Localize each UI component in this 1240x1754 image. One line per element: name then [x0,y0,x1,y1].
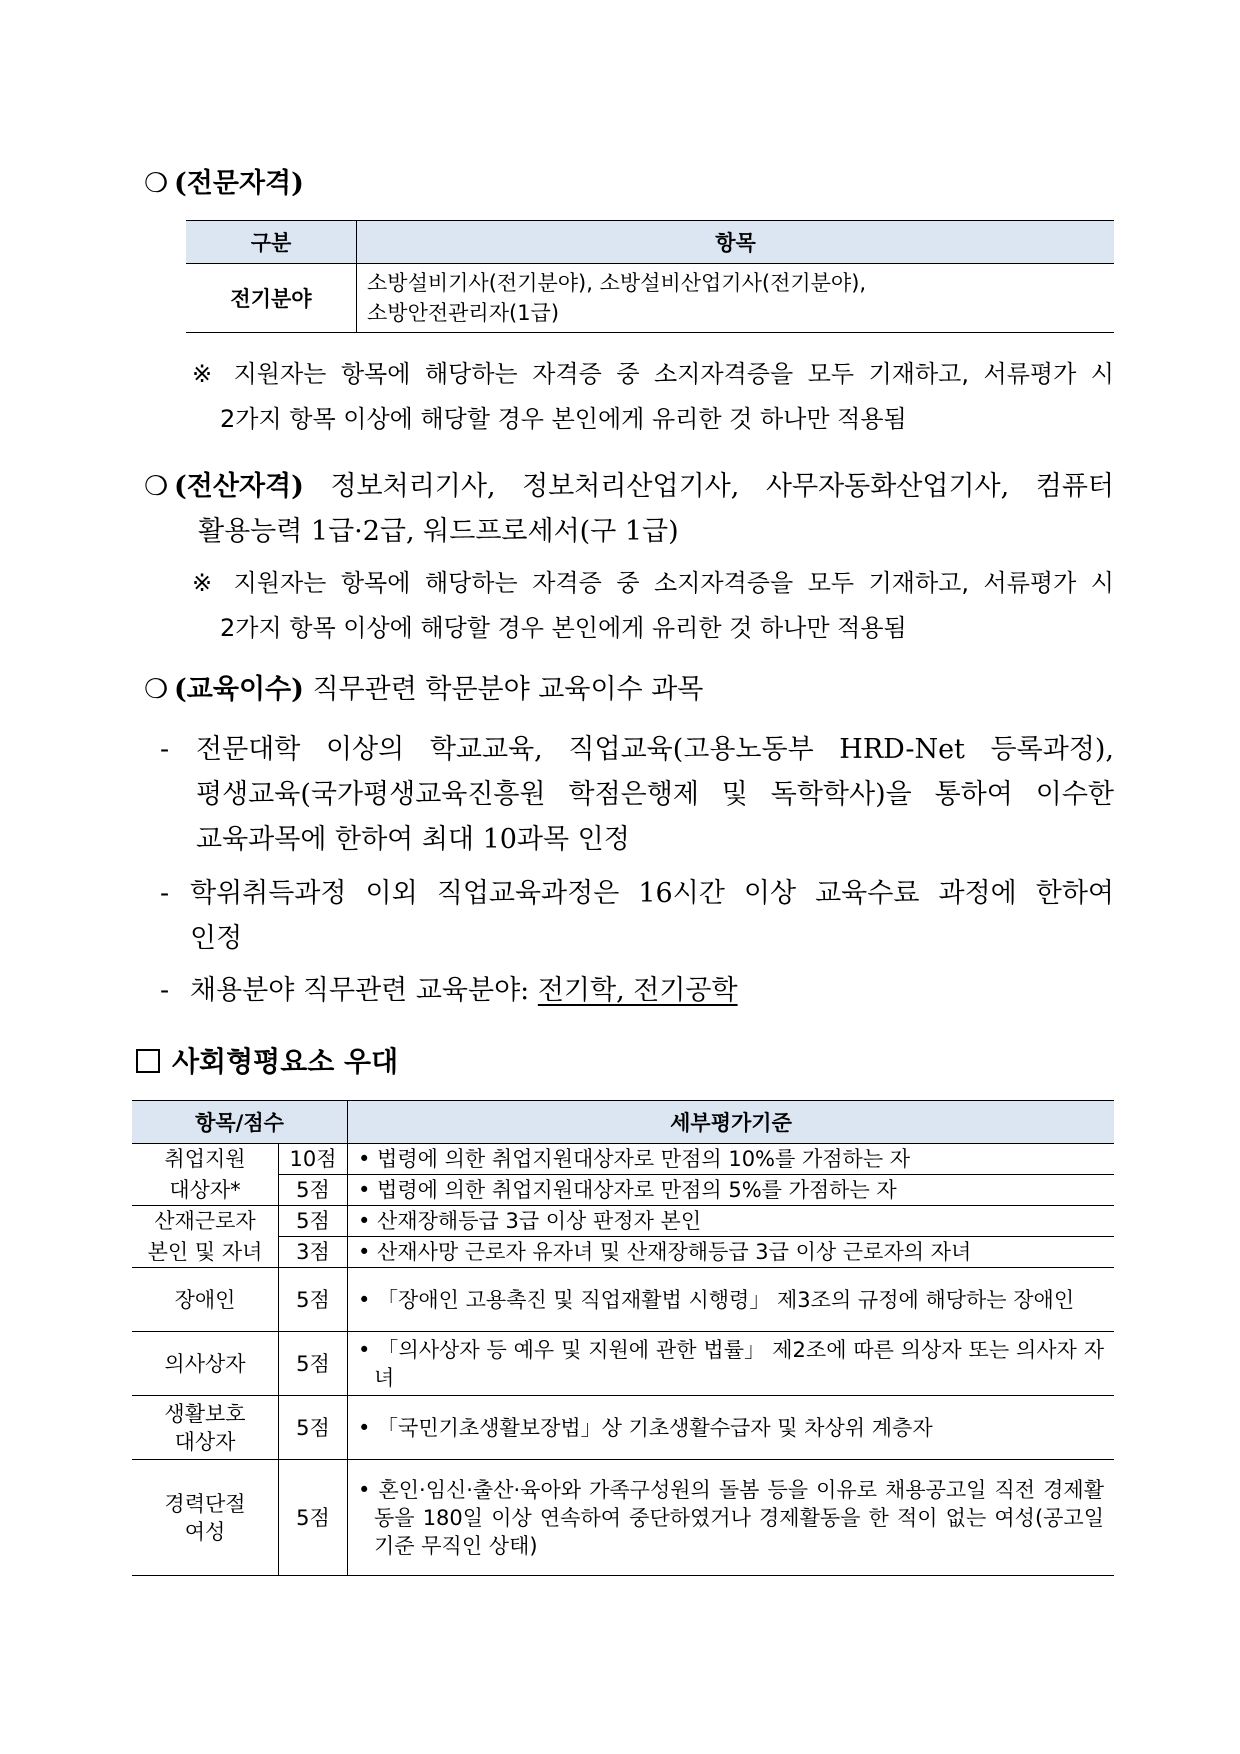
criteria-text: • 혼인·임신·출산·육아와 가족구성원의 돌봄 등을 이유로 채용공고일 직전 경제활동을 180일 이상 연속하여 중단하였거나 경제활동을 한 적이 없는 여성(공고일 기준 무직인 상태) [358,1477,1104,1558]
computing-note [192,561,1114,651]
category-cell: 전기분야 [186,264,357,333]
education-item [160,968,1114,1013]
education-item-line: 교육과목에 한하여 최대 10과목 인정 [196,824,630,855]
circle-bullet-icon: ❍ [144,674,169,705]
table-row [132,1144,1114,1175]
education-label: (교육이수) [174,674,304,705]
social-equity-title: 사회형평요소 우대 [172,1045,399,1078]
note-line: 2가지 항목 이상에 해당할 경우 본인에게 유리한 것 하나만 적용됨 [220,405,907,433]
header-items: 항목 [357,221,1115,264]
score-cell: 5점 [279,1268,348,1332]
education-item [160,727,1114,862]
items-line: 소방설비기사(전기분야), 소방설비산업기사(전기분야), [367,271,867,295]
dash-bullet: - [160,975,170,1006]
professional-heading [144,166,304,202]
score-cell: 5점 [279,1175,348,1206]
item-cell: 의사상자 [132,1332,279,1396]
criteria-cell [348,1396,1115,1460]
table-header-row [132,1101,1114,1144]
square-bullet-icon [136,1049,160,1073]
score-cell: 5점 [279,1332,348,1396]
item-line: 대상자 [174,1429,236,1454]
criteria-text: • 법령에 의한 취업지원대상자로 만점의 5%를 가점하는 자 [358,1178,897,1202]
score-cell: 10점 [279,1144,348,1175]
table-row [132,1396,1114,1460]
computing-line [144,464,1114,509]
criteria-cell [348,1332,1115,1396]
table-row [132,1332,1114,1396]
criteria-cell [348,1237,1115,1268]
note-line: ※ 지원자는 항목에 해당하는 자격증 중 소지자격증을 모두 기재하고, 서류평가 시 [192,360,1114,388]
score-cell: 5점 [279,1396,348,1460]
item-line: 생활보호 [164,1401,246,1426]
score-cell: 5점 [279,1206,348,1237]
professional-note [192,352,1114,442]
item-cell: 산재근로자 [132,1206,279,1237]
computing-paragraph [144,464,1114,554]
social-equity-heading [136,1044,398,1080]
criteria-text: • 「국민기초생활보장법」상 기초생활수급자 및 차상위 계층자 [358,1415,933,1440]
table-row [132,1268,1114,1332]
computing-text: 정보처리기사, 정보처리산업기사, 사무자동화산업기사, 컴퓨터 [330,471,1114,502]
education-item-line: 평생교육(국가평생교육진흥원 학점은행제 및 독학학사)을 통하여 이수한 [196,779,1114,810]
criteria-cell [348,1206,1115,1237]
education-text: 직무관련 학문분야 교육이수 과목 [312,674,704,705]
item-cell: 취업지원 [132,1144,279,1175]
table-row [132,1237,1114,1268]
computing-line: 활용능력 1급·2급, 워드프로세서(구 1급) [198,516,679,547]
education-item-line: 전문대학 이상의 학교교육, 직업교육(고용노동부 HRD-Net 등록과정), [196,734,1114,765]
item-cell: 장애인 [132,1268,279,1332]
criteria-cell [348,1268,1115,1332]
items-cell [357,264,1115,333]
education-item-line: 학위취득과정 이외 직업교육과정은 16시간 이상 교육수료 과정에 한하여 [190,878,1114,909]
professional-label: (전문자격) [174,168,304,199]
criteria-text: • 「장애인 고용촉진 및 직업재활법 시행령」 제3조의 규정에 해당하는 장애인 [358,1287,1075,1312]
education-field-underlined: 전기학, 전기공학 [537,975,738,1006]
score-cell: 3점 [279,1237,348,1268]
education-item [160,871,1114,961]
items-line: 소방안전관리자(1급) [367,301,560,325]
item-line: 여성 [184,1519,226,1544]
item-cell [132,1460,279,1576]
criteria-text: • 법령에 의한 취업지원대상자로 만점의 10%를 가점하는 자 [358,1147,911,1171]
education-field-prefix: 채용분야 직무관련 교육분야: [190,975,530,1006]
criteria-text: • 산재장해등급 3급 이상 판정자 본인 [358,1209,702,1233]
social-equity-table [132,1100,1114,1576]
header-item-score: 항목/점수 [132,1101,348,1144]
criteria-cell [348,1175,1115,1206]
table-header-row [186,221,1114,264]
circle-bullet-icon: ❍ [144,168,169,199]
table-row [186,264,1114,333]
header-category: 구분 [186,221,357,264]
professional-table [186,220,1114,333]
item-cell: 대상자* [132,1175,279,1206]
education-heading [144,667,1114,712]
table-row [132,1460,1114,1576]
note-line: 2가지 항목 이상에 해당할 경우 본인에게 유리한 것 하나만 적용됨 [220,614,907,642]
header-criteria: 세부평가기준 [348,1101,1115,1144]
table-row [132,1206,1114,1237]
computing-label: (전산자격) [174,471,304,502]
note-line: ※ 지원자는 항목에 해당하는 자격증 중 소지자격증을 모두 기재하고, 서류평가 시 [192,569,1114,597]
criteria-cell [348,1144,1115,1175]
criteria-cell [348,1460,1115,1576]
dash-bullet: - [160,734,170,765]
dash-bullet: - [160,878,170,909]
circle-bullet-icon: ❍ [144,471,169,502]
item-line: 경력단절 [164,1491,246,1516]
criteria-text: • 산재사망 근로자 유자녀 및 산재장해등급 3급 이상 근로자의 자녀 [358,1240,972,1264]
item-cell [132,1396,279,1460]
item-cell: 본인 및 자녀 [132,1237,279,1268]
criteria-text: • 「의사상자 등 예우 및 지원에 관한 법률」 제2조에 따른 의상자 또는 의사자 자녀 [358,1337,1104,1390]
education-item-line: 인정 [190,923,243,954]
score-cell: 5점 [279,1460,348,1576]
table-row [132,1175,1114,1206]
